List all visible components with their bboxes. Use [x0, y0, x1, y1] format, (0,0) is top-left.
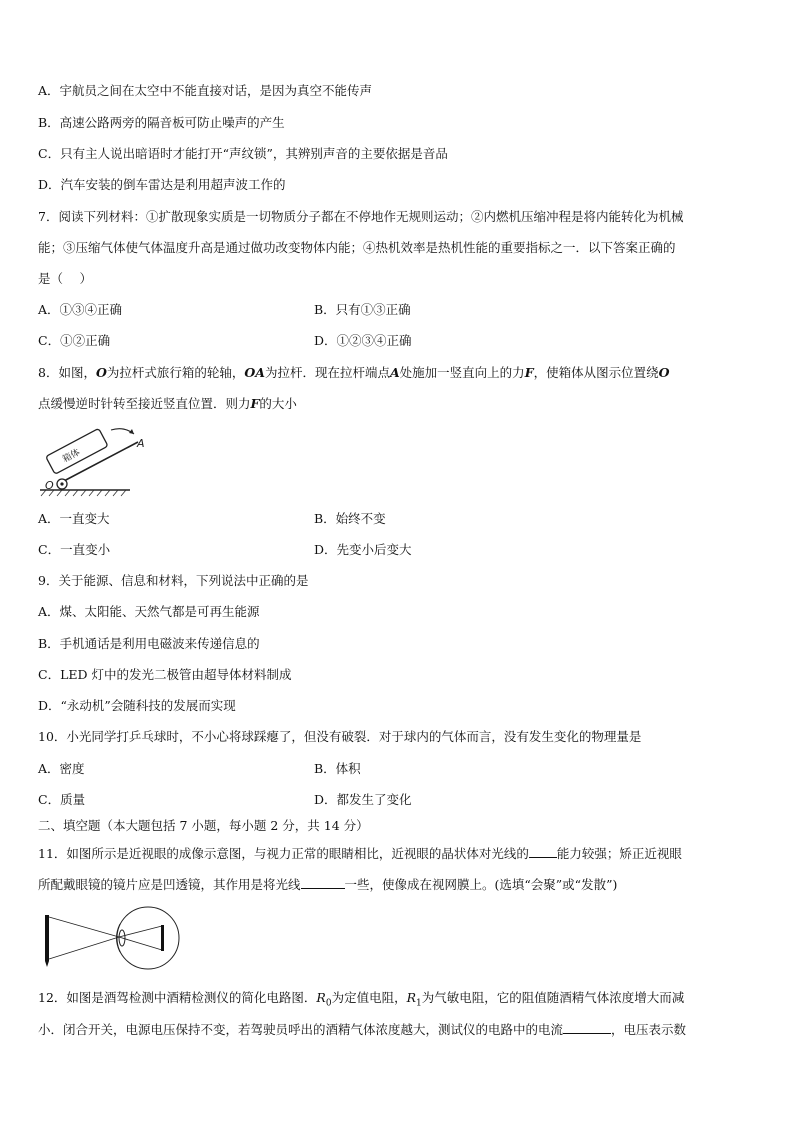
q10-option-c: C．质量 — [38, 792, 86, 807]
q6-option-d: D．汽车安装的倒车雷达是利用超声波工作的 — [38, 177, 286, 192]
q11-blank-1[interactable] — [529, 845, 557, 858]
q8-box-label: 箱体 — [61, 447, 82, 466]
q10-stem: 10．小光同学打乒乓球时，不小心将球踩瘪了，但没有破裂．对于球内的气体而言，没有发生变化的物理量是 — [38, 729, 642, 744]
q8-label-a: A — [137, 437, 145, 450]
q9-option-d: D．“永动机”会随科技的发展而实现 — [38, 698, 236, 713]
q6-option-b: B．高速公路两旁的隔音板可防止噪声的产生 — [38, 115, 285, 130]
q8-option-b: B．始终不变 — [314, 511, 386, 526]
q6-option-a: A．宇航员之间在太空中不能直接对话，是因为真空不能传声 — [38, 83, 373, 98]
q8-suitcase-box — [46, 428, 108, 474]
q6-option-c: C．只有主人说出暗语时才能打开“声纹锁”，其辨别声音的主要依据是音品 — [38, 146, 448, 161]
q9-option-b: B．手机通话是利用电磁波来传递信息的 — [38, 636, 260, 651]
q7-stem-line3: 是（ ） — [38, 271, 92, 286]
q7-option-b: B．只有①③正确 — [314, 302, 411, 317]
q10-option-b: B．体积 — [314, 761, 361, 776]
q9-option-c: C．LED 灯中的发光二极管由超导体材料制成 — [38, 667, 292, 682]
q8-stem-line1: 8．如图，O为拉杆式旅行箱的轮轴，OA为拉杆．现在拉杆端点A处施加一竖直向上的力F，使箱体从图示位置绕O — [38, 365, 670, 380]
q12-stem-line1: 12．如图是酒驾检测中酒精检测仪的简化电路图．$R_0$为定值电阻，$R_1$为气敏电阻，它的阻值随酒精气体浓度增大而减 — [38, 990, 685, 1009]
q10-option-d: D．都发生了变化 — [314, 792, 412, 807]
q9-stem: 9．关于能源、信息和材料，下列说法中正确的是 — [38, 573, 309, 588]
q8-stem-line2: 点缓慢逆时针转至接近竖直位置．则力F的大小 — [38, 396, 297, 411]
q7-option-a: A．①③④正确 — [38, 302, 123, 317]
q12-stem-line2: 小．闭合开关，电源电压保持不变，若驾驶员呼出的酒精气体浓度越大，测试仪的电路中的电流 ，电压表示数 — [38, 1022, 687, 1037]
q10-option-a: A．密度 — [38, 761, 85, 776]
q8-label-o: O — [45, 479, 54, 492]
q7-stem-line2: 能；③压缩气体使气体温度升高是通过做功改变物体内能；④热机效率是热机性能的重要指标之一．以下答案正确的 — [38, 240, 676, 255]
q9-option-a: A．煤、太阳能、天然气都是可再生能源 — [38, 604, 260, 619]
q11-stem-line1: 11．如图所示是近视眼的成像示意图，与视力正常的眼睛相比，近视眼的晶状体对光线的 能力较强；矫正近视眼 — [38, 846, 682, 861]
q12-blank-1[interactable] — [563, 1021, 611, 1034]
section-fill-in-heading: 二、填空题（本大题包括 7 小题，每小题 2 分，共 14 分） — [38, 818, 369, 833]
q8-option-a: A．一直变大 — [38, 511, 110, 526]
q11-stem-line2: 所配戴眼镜的镜片应是凹透镜，其作用是将光线 一些，使像成在视网膜上。(选填“会聚”或“发散”) — [38, 877, 618, 892]
q11-eye-figure — [38, 905, 218, 971]
q7-stem-line1: 7．阅读下列材料：①扩散现象实质是一切物质分子都在不停地作无规则运动；②内燃机压缩冲程是将内能转化为机械 — [38, 209, 684, 224]
q8-suitcase-figure — [38, 420, 150, 498]
q8-option-c: C．一直变小 — [38, 542, 111, 557]
q7-option-d: D．①②③④正确 — [314, 333, 412, 348]
q7-option-c: C．①②正确 — [38, 333, 111, 348]
q11-blank-2[interactable] — [301, 876, 345, 889]
q8-option-d: D．先变小后变大 — [314, 542, 412, 557]
